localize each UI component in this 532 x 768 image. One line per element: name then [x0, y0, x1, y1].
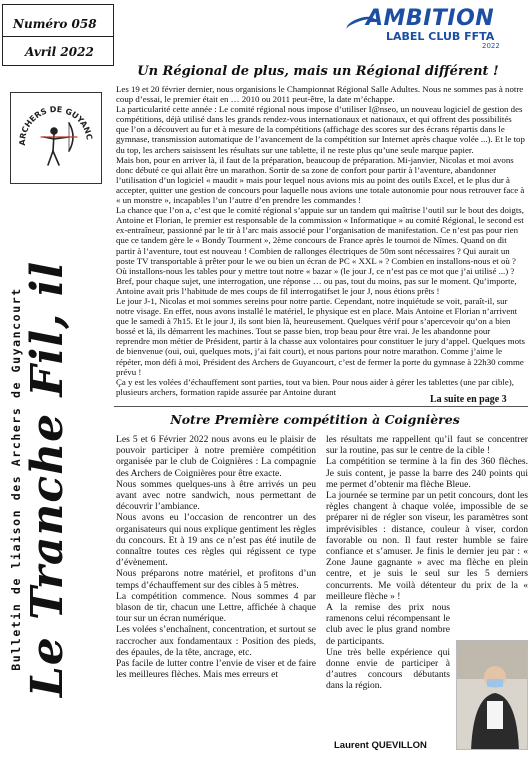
article1-paragraph: La particularité cette année : Le comité régional nous impose d’utiliser I@nseo, un nouveau logiciel de gestion des compétitions, déjà utilisé dans les grands rendez-vous internationaux et nationaux, et qui offrent des possibilités que l’on a découvert au fur et à mesure de la compétitions (affichage des scores sur des écrans répartis dans le gymnase, transmission automatique de l’avancement de la compétition sur Internet après chaque volée ...). Et le top du top, les archers saisissent les résultats sur une tablette, il ne reste plus qu’une seule marque papier. — [116, 104, 525, 155]
article1-paragraph: Ça y est les volées d’échauffement sont parties, tout va bien. Pour nous aider à gérer les tablettes (une par cible), plusieurs archers, formation rapide assurée par Antoine durant — [116, 376, 514, 397]
article2-paragraph: La compétition se termine à la fin des 360 flèches. Je suis content, je passe la barre des 240 points qui me permet d’obtenir ma flèche Bleue. — [326, 456, 528, 490]
archer-emblem-icon — [11, 93, 101, 183]
article1-title: Un Régional de plus, mais un Régional différent ! — [137, 64, 499, 79]
article2-title: Notre Première compétition à Coignières — [170, 412, 460, 427]
issue-number: Numéro 058 — [13, 17, 97, 31]
article1-paragraph: Les 19 et 20 février dernier, nous organisions le Championnat Régional Salle Adultes. Nous ne sommes pas à notre coup d’essai, le premier était en … 2010 ou 2011 peut-être, la date m’échappe. — [116, 84, 524, 105]
svg-text:LES ARCHERS DE GUYANCOURT — [11, 93, 94, 146]
masthead-panel — [2, 196, 102, 762]
author-photo — [456, 640, 528, 750]
issue-info-box — [2, 4, 114, 66]
article1-paragraph: Le jour J-1, Nicolas et moi sommes sereins pour notre partie. Cependant, notre inquiétude se voit, paraît-il, sur notre visage. En effet, nous avons installé le matériel, le physique est en place. Mais Antoine et Florian n’arrivent que le samedi à 7h15. Et le jour J, ils sont bien là, heureusement. Quelques vérif pour s’apercevoir qu’on a bien bossé et là, ils démarrent les machines. Tout se passe bien, trop beau pour être vrai. Je les abandonne pour reprendre mon métier de Président, partir à la chasse aux volontaires pour constituer le jury d’appel. Quelques mots de bienvenue (oui, oui, quelques mots, j’ai fait court), et nous partons pour notre marathon. Comme j’aime le répéter, mon défi à moi, Président des Archers de Guyancourt, c’est de fermer la porte du gymnase à 22h30 comme prévu ! — [116, 295, 525, 377]
masthead-title: Le Tranche Fil, il — [22, 260, 73, 698]
badge-word: AMBITION — [366, 6, 495, 31]
article2-paragraph: La journée se termine par un petit concours, dont les règles changent à chaque volée, impossible de se préparer ni de régler son viseur, les paramètres sont imprévisibles : distance, couleur à viser, cordon favorable ou non. Il faut rester humble se faire confiance et s’amuser. Je finis le dernier jeu par : « Zone Jaune gagnante » avec ma flèche en plein centre, et je suis le seul sur les 5 derniers concurrents. Me voilà détenteur du prix de la « meilleure flèche » ! — [326, 490, 528, 602]
article2-paragraph: Nous avons eu l’occasion de rencontrer un des organisateurs qui nous explique gentiment les règles du concours. Et à 19 ans ce n’est pas été inutile de connaître toutes ces règles qui régissent ce type d’évènement. — [116, 512, 316, 569]
article2-paragraph: La compétition commence. Nous sommes 4 par blason de tir, chacun une Lettre, affichée à chaque tour sur un écran numérique. — [116, 590, 316, 625]
article1-body — [116, 84, 526, 414]
article2-paragraph: les résultats me rappellent qu’il faut se concentrer sur la routine, pas sur le centre de la cible ! — [326, 434, 528, 457]
badge-subtitle: LABEL CLUB FFTA — [386, 30, 495, 43]
article2-left-column — [116, 434, 316, 760]
continued-link[interactable]: La suite en page 3 — [430, 394, 507, 405]
badge-year: 2022 — [482, 42, 500, 50]
article2-paragraph: A la remise des prix nous ramenons celui récompensant le club avec le plus grand nombre de participants. — [326, 602, 450, 647]
article2-paragraph: Les 5 et 6 Février 2022 nous avons eu le plaisir de pouvoir participer à notre première compétition organisée par le club de Coignières : La compagnie des Archers de Coignières pour être exacte. — [116, 434, 316, 479]
article2-paragraph: Les volées s’enchaînent, concentration, et surtout se raccrocher aux fondamentaux : Position des pieds, des épaules, de la tête, ancrage, etc. — [116, 624, 316, 658]
issue-date: Avril 2022 — [25, 45, 94, 59]
masthead-subtitle: Bulletin de liaison des Archers de Guyancourt — [9, 287, 23, 671]
article2-paragraph: Nous préparons notre matériel, et profitons d’un temps d’échauffement sur des cibles à 5 mètres. — [116, 568, 316, 591]
logo-text: ARCHERS DE GUYANC — [17, 104, 94, 146]
article2-paragraph: Une très belle expérience qui donne envie de participer à d’autres concours débutants dans la région. — [326, 646, 450, 692]
section-divider — [114, 406, 528, 407]
article2-paragraph: Pas facile de lutter contre l’envie de viser et de faire les meilleures flèches. Mais mes erreurs et — [116, 658, 316, 681]
article-author: Laurent QUEVILLON — [334, 740, 427, 751]
club-logo — [10, 92, 102, 184]
ambition-label-badge — [342, 4, 520, 54]
article1-paragraph: Mais bon, pour en arriver là, il faut de la préparation, beaucoup de préparation. Mi-janvier, Nicolas et moi avons donc débuté ce qui allait être un marathon. Sortir de sa zone de confort pour partir à l’aventure, abandonner l’utilisation d’un logiciel « maudit » mais pour lequel nous avions mis au point des outils Excel, et le plus dur à accepter, quitter une gestion de concours pour laquelle nous avions une totale autonomie pour nous retrouver face à « un monstre », incapables l’un l’autre d’en prendre les commandes ! — [116, 154, 525, 206]
article1-paragraph: La chance que l’on a, c’est que le comité régional s’appuie sur un tandem qui maîtrise l’outil sur le bout des doigts, Antoine et Florian, le premier est responsable de la commission « Informatique » au comité Régional, le second est ex-entraîneur, passionné par le tir à l’arc mais associé pour l’organisation de manifestation. Ce n’est pas pour rien que ce tandem gère le « Bondy Tourment », 2ème concours de France après le tournoi de Nîmes. Quand on dit partir à l’aventure, tout est nouveau ! Combien de rallonges électriques de 50m sont nécessaires ? Qui aurait un poste TV transportable à prêter pour le we ou bien un écran de PC « XXL » ? Combien en installons-nous et où ? Où installons-nous les tables pour y mettre tout notre « bazar » (le jour J, ce n’est pas ce mot que j’ai utilisé ...) ? Bref, pour chaque sujet, une interrogation, une réponse … ou pas, tout du moins, pas sur le moment. Qu’importe, Antoine avait pris l’habitude de mes coups de fil interrogatifset le jour J, nous étions prêts ! — [116, 205, 524, 296]
article2-paragraph: Nous sommes quelques-uns à être arrivés un peu avant avec notre sandwich, nous permettant de découvrir l’ambiance. — [116, 478, 316, 513]
person-photo-icon — [457, 641, 528, 750]
issue-divider — [3, 36, 113, 37]
